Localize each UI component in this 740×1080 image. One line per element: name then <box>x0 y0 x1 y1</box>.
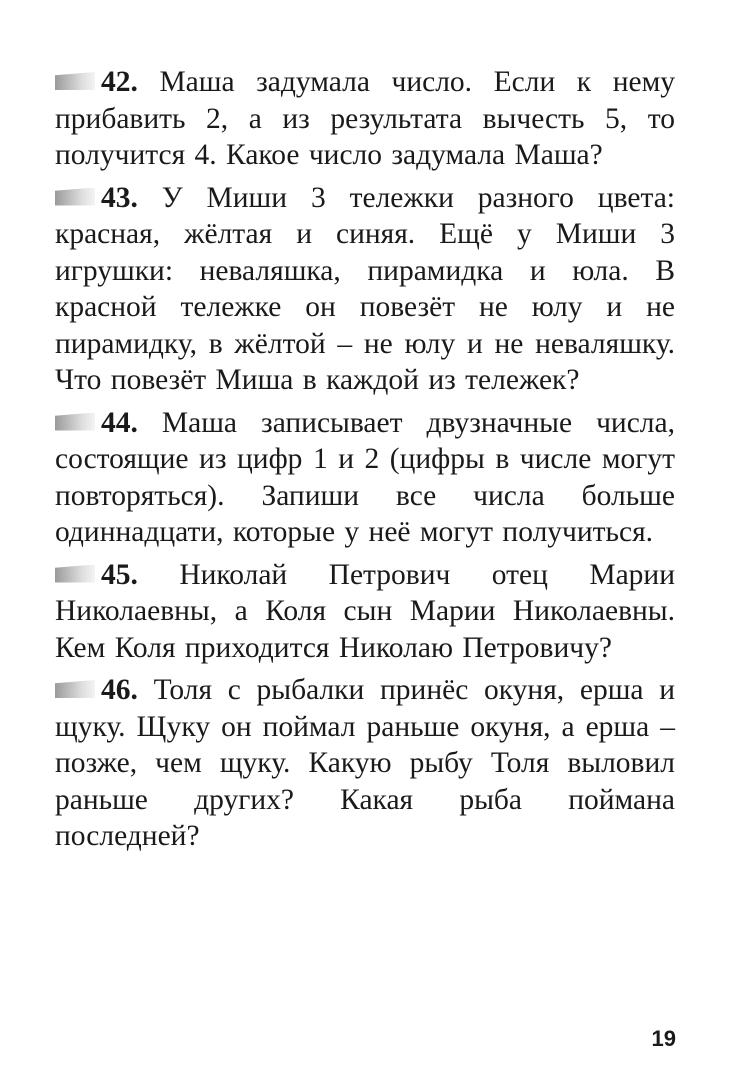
problem-marker-icon <box>55 72 95 90</box>
problem-text: Маша записывает двузначные числа, состоящие из цифр 1 и 2 (цифры в числе могут повторяться). Запиши все числа больше одиннадцати, которые у неё могут получиться. <box>55 406 675 548</box>
problem-43 <box>55 180 675 399</box>
problem-marker-icon <box>55 413 95 431</box>
problem-text: Толя с рыбалки принёс окуня, ерша и щуку. Щуку он поймал раньше окуня, а ерша – позже, чем щуку. Какую рыбу Толя выловил раньше других? Какая рыба поймана последней? <box>55 674 675 852</box>
problem-number: 43. <box>101 181 138 214</box>
problem-marker-icon <box>55 680 95 698</box>
problem-number: 44. <box>101 406 138 439</box>
problem-42 <box>55 64 675 174</box>
problem-marker-icon <box>55 565 95 583</box>
problem-number: 46. <box>101 674 138 706</box>
problem-45 <box>55 557 675 667</box>
problem-number: 45. <box>101 558 138 591</box>
problem-text: Николай Петрович отец Марии Николаевны, а Коля сын Марии Николаевны. Кем Коля приходится Николаю Петровичу? <box>55 558 675 664</box>
problem-46 <box>55 672 675 855</box>
problem-text: Маша задумала число. Если к нему прибавить 2, а из результата вычесть 5, то получится 4. Какое число задумала Маша? <box>55 66 676 171</box>
textbook-page <box>55 64 675 861</box>
problem-44 <box>55 405 675 551</box>
problem-marker-icon <box>55 188 95 206</box>
problem-number: 42. <box>101 66 138 98</box>
page-number: 19 <box>651 1026 676 1051</box>
problem-text: У Миши 3 тележки разного цвета: красная, жёлтая и синяя. Ещё у Миши 3 игрушки: неваляшка, пирамидка и юла. В красной тележке он повезёт не юлу и не пирамидку, в жёлтой – не юлу и не неваляшку. Что повезёт Миша в каждой из тележек? <box>55 181 675 396</box>
